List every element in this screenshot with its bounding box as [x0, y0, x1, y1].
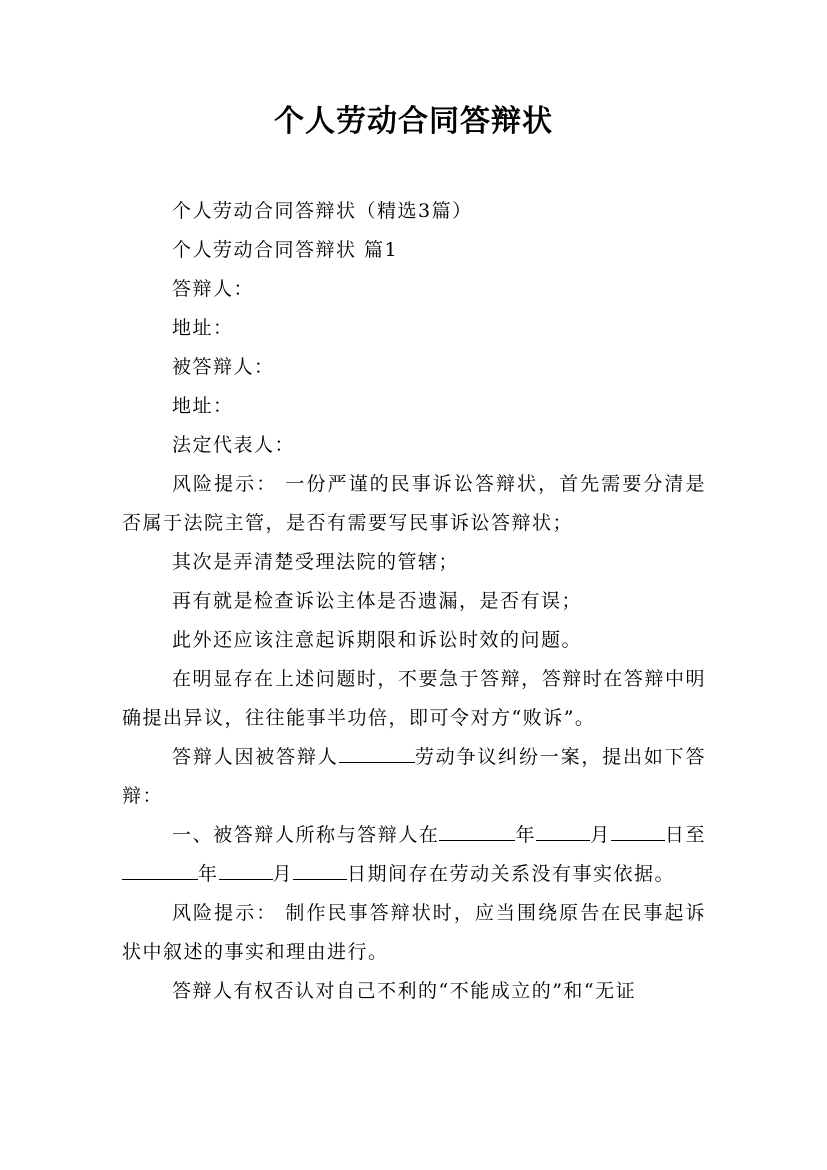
paragraph: 个人劳动合同答辩状 篇1	[172, 239, 399, 261]
paragraph: 地址：	[172, 395, 234, 417]
fill-blank	[339, 738, 415, 763]
paragraph: 风险提示： 一份严谨的民事诉讼答辩状，首先需要分清是否属于法院主管，是否有需要写民事诉讼答辩状；	[122, 473, 706, 534]
paragraph: 风险提示： 制作民事答辩状时，应当围绕原告在民事起诉状中叙述的事实和理由进行。	[122, 902, 706, 963]
fill-blank	[293, 855, 347, 880]
point-text: 一、被答辩人所称与答辩人在	[172, 824, 440, 846]
reply-text: 答辩人因被答辩人	[172, 746, 339, 768]
fill-blank	[536, 816, 590, 841]
point-text: 日至	[664, 824, 706, 846]
point-text: 年	[198, 863, 219, 885]
fill-blank	[611, 816, 665, 841]
point-text: 月	[590, 824, 611, 846]
point-text: 日期间存在劳动关系没有事实依据。	[347, 863, 676, 885]
paragraph: 其次是弄清楚受理法院的管辖；	[172, 551, 460, 573]
fill-blank	[219, 855, 273, 880]
paragraph: 在明显存在上述问题时，不要急于答辩，答辩时在答辩中明确提出异议，往往能事半功倍，即可令对方“败诉”。	[122, 668, 706, 729]
paragraph: 此外还应该注意起诉期限和诉讼时效的问题。	[172, 629, 583, 651]
document-body	[122, 192, 706, 1011]
fill-blank	[122, 855, 198, 880]
paragraph: 法定代表人：	[172, 434, 296, 456]
reply-text: 劳动争议纠纷一案，提出如下答辩：	[122, 746, 706, 807]
paragraph: 被答辩人：	[172, 356, 275, 378]
point-text: 月	[272, 863, 294, 885]
paragraph: 个人劳动合同答辩状（精选3篇）	[172, 200, 473, 222]
first-point-paragraph	[122, 816, 706, 894]
paragraph: 答辩人有权否认对自己不利的“不能成立的”和“无证	[172, 980, 637, 1002]
fill-blank	[439, 816, 515, 841]
paragraph: 地址：	[172, 317, 234, 339]
paragraph: 再有就是检查诉讼主体是否遗漏，是否有误；	[172, 590, 583, 612]
document-title: 个人劳动合同答辩状	[274, 104, 553, 139]
point-text: 年	[515, 824, 537, 846]
paragraph: 答辩人：	[172, 278, 255, 300]
reply-paragraph	[122, 738, 706, 816]
